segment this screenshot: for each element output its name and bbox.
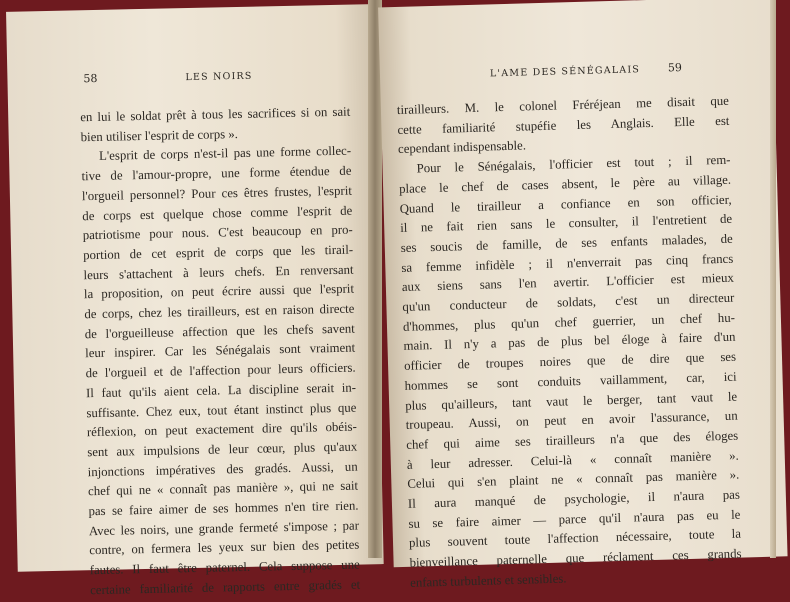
text-line: l'orgueil personnel? Pour ces êtres frustes, l'esprit <box>81 183 353 204</box>
page-number: 58 <box>83 71 98 86</box>
text-line: tive de l'amour-propre, une forme étendue de <box>81 163 352 184</box>
text-line: plus qu'ailleurs, tant vaut le berger, tant vaut le <box>405 389 738 413</box>
text-line: réflexion, on peut exactement dire qu'ils obéis- <box>86 419 357 440</box>
text-line: ses soucis de famille, de ses enfants malades, de <box>400 231 733 255</box>
text-line: Avec les noirs, une grande fermeté s'impose ; par <box>88 518 360 538</box>
text-line: Pour le Sénégalais, l'officier est tout ; il rem- <box>416 152 731 176</box>
text-line: à leur adresser. Celui-là « connaît manière ». <box>406 448 739 472</box>
page-edge <box>770 0 776 558</box>
text-line: bienveillance paternelle que réclament ces grands <box>409 546 742 571</box>
text-line: leur inspirer. Car les Sénégalais sont vraiment <box>85 341 356 361</box>
text-line: main. Il n'y a pas de plus bel éloge à faire d'un <box>403 330 736 354</box>
text-line: aux siens sans l'en avertir. L'officier est mieux <box>401 271 734 295</box>
text-line: L'esprit de corps n'est-il pas une forme collec- <box>98 144 352 164</box>
text-line: cependant indispensable. <box>397 138 527 157</box>
running-head: LES NOIRS <box>185 70 253 84</box>
text-line: d'hommes, plus qu'un chef guerrier, un chef hu- <box>402 310 736 334</box>
text-line: chef qui aime ses tirailleurs n'a que des éloges <box>406 428 739 452</box>
running-head: L'AME DES SÉNÉGALAIS <box>489 64 641 80</box>
text-line: en lui le soldat prêt à tous les sacrifices si on sait <box>80 104 351 125</box>
text-line: hommes se sont conduits vaillamment, car, ici <box>404 369 737 393</box>
right-page <box>378 0 787 590</box>
text-line: qu'un conducteur de soldats, c'est un directeur <box>402 290 735 314</box>
text-line: de l'orgueilleuse affection que les chefs savent <box>84 321 355 341</box>
text-line: fautes. Il faut être paternel. Cela suppose une <box>89 557 360 578</box>
text-line: de l'orgueil et de l'affection pour leurs officiers. <box>85 360 356 381</box>
page-text <box>80 103 360 601</box>
text-line: suffisante. Chez eux, tout étant instinct plus que <box>86 400 357 420</box>
text-line: sa femme infidèle ; il n'enverrait pas cinq francs <box>401 251 734 275</box>
page-text <box>397 92 743 594</box>
text-line: enfants turbulents et sensibles. <box>409 571 567 590</box>
text-line: patriotisme pour nous. C'est beaucoup en pro- <box>82 222 353 243</box>
text-line: chef qui ne « connaît pas manière », qui ne sait <box>87 478 359 499</box>
text-line: bien utiliser l'esprit de corps ». <box>80 126 239 144</box>
text-line: Il faut qu'ils aient cela. La discipline serait in- <box>85 380 357 401</box>
text-line: injonctions impératives des gradés. Aussi, un <box>87 459 358 479</box>
text-line: leurs s'attachent à leurs chefs. En renversant <box>83 262 354 282</box>
text-line: certaine familiarité de rapports entre gradés et <box>90 577 361 598</box>
text-line: il ne fait rien sans le consulter, il l'entretient de <box>400 211 733 236</box>
text-line: Quand le tirailleur a confiance en son officier, <box>399 192 732 216</box>
left-page <box>6 4 384 598</box>
text-line: Il aura manqué de psychologie, il n'aura pas <box>407 487 741 511</box>
text-line: la proposition, on peut écrire aussi que l'esprit <box>83 281 355 302</box>
text-line: sent aux impulsions de leur cœur, plus qu'aux <box>87 439 358 460</box>
text-line: plus souvent toute l'affection nécessaire, toute la <box>408 527 742 551</box>
text-line: de corps, chez les tirailleurs, est en raison directe <box>84 301 355 322</box>
text-line: troupeau. Aussi, on peut en avoir l'assurance, un <box>405 408 738 433</box>
text-line: tirailleurs. M. le colonel Fréréjean me disait que <box>396 93 730 118</box>
text-line: pas se faire aimer de ses hommes n'en tire rien. <box>88 498 359 519</box>
text-line: contre, on fermera les yeux sur bien des petites <box>89 538 360 558</box>
text-line: cette familiarité stupéfie les Anglais. Elle est <box>397 113 730 137</box>
text-line: su se faire aimer — parce qu'il n'aura pas eu le <box>408 507 741 531</box>
text-line: place le chef de cases absent, le père au village. <box>398 172 732 196</box>
page-number: 59 <box>667 61 683 75</box>
text-line: Celui qui s'en plaint ne « connaît pas manière ». <box>407 467 740 492</box>
text-line: de corps est quelque chose comme l'esprit de <box>82 203 353 223</box>
text-line: portion de cet esprit de corps que les tirail- <box>83 242 354 263</box>
text-line: officier de troupes noires que de dire que ses <box>403 349 737 374</box>
